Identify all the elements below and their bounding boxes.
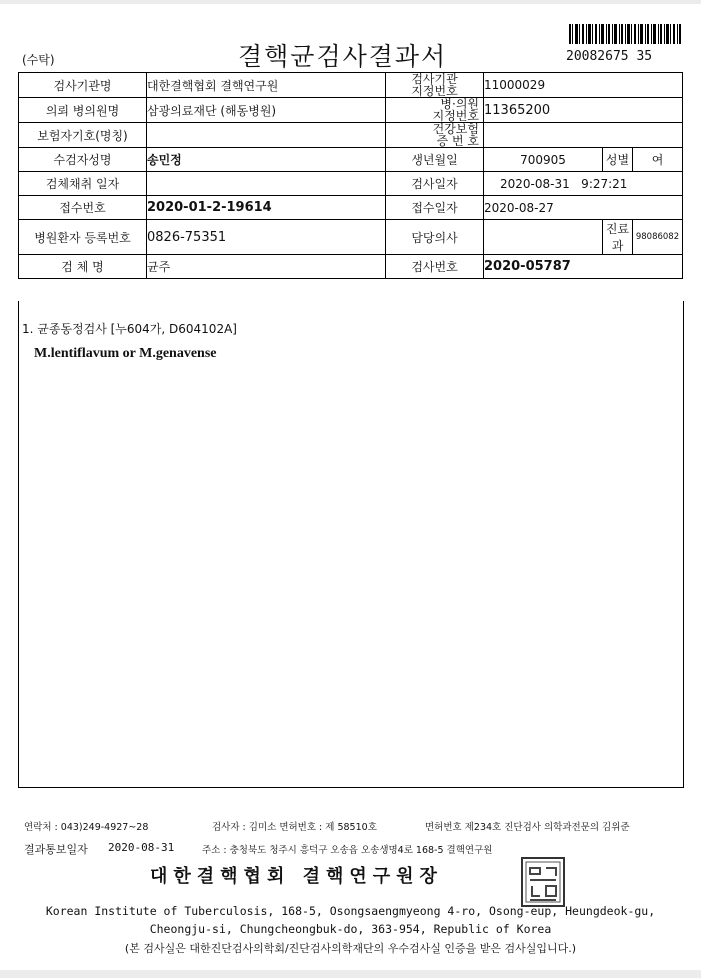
health-insurance-value [484,123,683,148]
receipt-no-label: 접수번호 [19,196,147,220]
address-kr: 주소 : 충청북도 청주시 흥덕구 오송읍 오송생명4로 168-5 결핵연구원 [202,845,493,856]
result-box [18,301,684,788]
barcode-icon [569,24,681,44]
receipt-no-value: 2020-01-2-19614 [147,196,386,220]
patient-reg-label: 병원환자 등록번호 [19,220,147,255]
sex-value: 여 [633,148,683,172]
health-insurance-label: 건강보험 증 번 호 [386,123,484,148]
report-page [0,4,701,970]
patient-name-label: 수검자성명 [19,148,147,172]
lab-name-label: 검사기관명 [19,73,147,98]
insurance-label: 보험자기호(명칭) [19,123,147,148]
collect-date-label: 검체채취 일자 [19,172,147,196]
address-en-line1: Korean Institute of Tuberculosis, 168-5, Osongsaengmyeong 4-ro, Osong-eup, Heungdeok-gu, [45,904,656,918]
license-text: 면허번호 제234호 진단검사 의학과전문의 김위준 [425,822,630,833]
institute-name: 대한결핵협회 결핵연구원장 [150,866,443,887]
specimen-label: 검 체 명 [19,255,147,279]
birth-value: 700905 [484,148,603,172]
test-no-value: 2020-05787 [484,255,683,279]
hospital-id-label: 병·의원 지정번호 [386,98,484,123]
dept-value: 98086082 [633,220,683,255]
report-date-label: 결과통보일자 [24,843,88,856]
receipt-date-label: 접수일자 [386,196,484,220]
patient-reg-value: 0826-75351 [147,220,386,255]
lab-name-value: 대한결핵협회 결핵연구원 [147,73,386,98]
specimen-value: 균주 [147,255,386,279]
test-date-label: 검사일자 [386,172,484,196]
official-seal-icon [520,856,566,908]
certification-note: (본 검사실은 대한진단검사의학회/진단검사의학재단의 우수검사실 인증을 받은 검사실입니다.) [124,942,577,955]
copy-mark: (수탁) [22,53,55,67]
test-no-label: 검사번호 [386,255,484,279]
collect-date-value [147,172,386,196]
doctor-value [484,220,603,255]
sex-label: 성별 [603,148,633,172]
lab-id-value: 11000029 [484,73,683,98]
patient-name-value: 송민정 [147,148,386,172]
result-finding: M.lentiflavum or M.genavense [34,346,217,361]
doctor-label: 담당의사 [386,220,484,255]
lab-id-label: 검사기관 지정번호 [386,73,484,98]
hospital-id-value: 11365200 [484,98,683,123]
barcode-number: 20082675 35 [566,49,653,64]
address-en-line2: Cheongju-si, Chungcheongbuk-do, 363-954, Republic of Korea [149,922,552,936]
birth-label: 생년월일 [386,148,484,172]
receipt-date-value: 2020-08-27 [484,196,683,220]
test-item-line: 1. 균종동정검사 [누604가, D604102A] [22,322,237,336]
patient-info-table [18,72,683,279]
test-date-value: 2020-08-31 9:27:21 [484,172,683,196]
requester-label: 의뢰 병의원명 [19,98,147,123]
report-date-value: 2020-08-31 [108,841,175,854]
requester-value: 삼광의료재단 (해동병원) [147,98,386,123]
dept-label: 진료과 [603,220,633,255]
insurance-value [147,123,386,148]
examiner-text: 검사자 : 김미소 면허번호 : 제 58510호 [212,822,377,833]
document-title: 결핵균검사결과서 [238,42,448,71]
contact-text: 연락처 : 043)249-4927~28 [24,822,149,833]
